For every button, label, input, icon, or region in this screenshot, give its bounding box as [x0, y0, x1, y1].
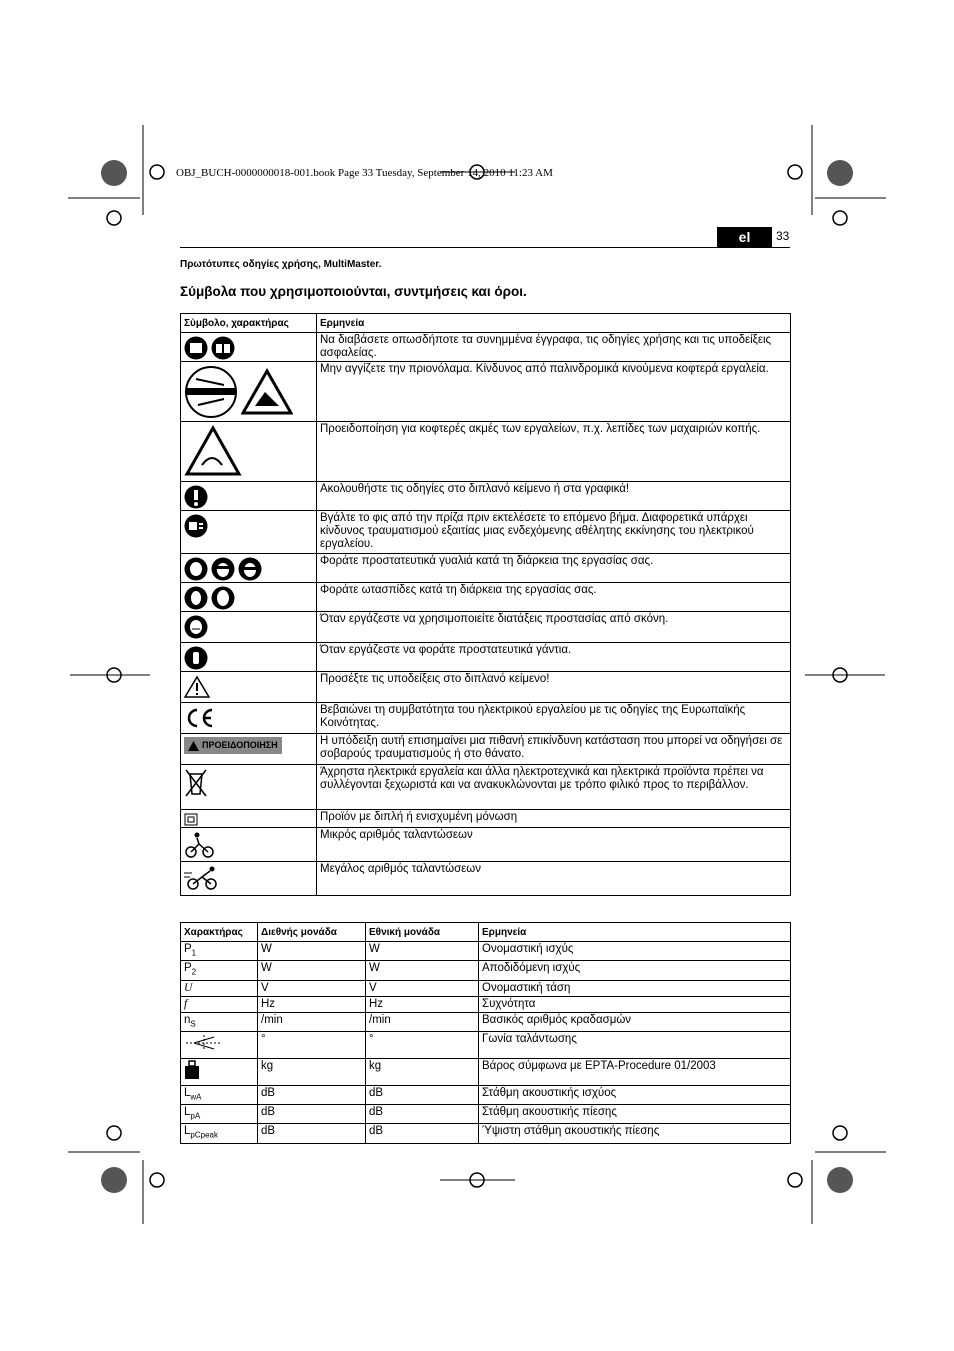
intl-unit: dB: [258, 1085, 366, 1104]
exclamation-icon: [184, 485, 208, 509]
oscillation-angle-icon: [184, 1033, 224, 1053]
national-unit: W: [366, 942, 479, 961]
document-subtitle: Πρωτότυπες οδηγίες χρήσης, MultiMaster.: [180, 259, 382, 270]
intl-unit: /min: [258, 1012, 366, 1031]
symbols-row-meaning: Μικρός αριθμός ταλαντώσεων: [317, 828, 791, 862]
attention-blade-icon: [184, 365, 238, 419]
read-manual-icon: [184, 336, 208, 360]
language-tab: el: [717, 227, 772, 247]
unit-symbol-sub: wA: [190, 1092, 202, 1102]
dust-mask-icon: [184, 615, 208, 639]
units-header-intl: Διεθνής μονάδα: [258, 923, 366, 942]
national-unit: V: [366, 980, 479, 996]
symbols-row-meaning: Μεγάλος αριθμός ταλαντώσεων: [317, 862, 791, 896]
ear-protection-icon: [184, 586, 208, 610]
symbols-row-meaning: Προϊόν με διπλή ή ενισχυμένη μόνωση: [317, 810, 791, 828]
ear-muffs-icon: [211, 586, 235, 610]
units-header-meaning: Ερμηνεία: [479, 923, 791, 942]
unit-meaning: Βασικός αριθμός κραδασμών: [479, 1012, 791, 1031]
unit-symbol: f: [184, 997, 188, 1010]
table-row: [181, 996, 791, 1012]
warning-triangle-cut-icon: [184, 425, 242, 477]
weight-icon: [184, 1060, 200, 1080]
intl-unit: Hz: [258, 996, 366, 1012]
face-shield-icon: [211, 557, 235, 581]
symbols-row-meaning: Ακολουθήστε τις οδηγίες στο διπλανό κείμενο ή στα γραφικά!: [317, 482, 791, 511]
unit-symbol-sub: pCpeak: [190, 1130, 218, 1140]
intl-unit: kg: [258, 1058, 366, 1085]
slow-cyclist-icon: [184, 831, 216, 859]
glasses-icon: [238, 557, 262, 581]
symbols-row-meaning: Να διαβάσετε οπωσδήποτε τα συνημμένα έγγραφα, τις οδηγίες χρήσης και τις υποδείξεις ασφαλείας.: [317, 333, 791, 362]
section-heading: Σύμβολα που χρησιμοποιούνται, συντμήσεις και όροι.: [180, 284, 527, 299]
symbols-header-symbol: Σύμβολο, χαρακτήρας: [181, 314, 317, 333]
national-unit: dB: [366, 1105, 479, 1124]
ce-mark-icon: [184, 706, 216, 730]
intl-unit: dB: [258, 1105, 366, 1124]
table-row: [181, 1085, 791, 1104]
intl-unit: W: [258, 961, 366, 980]
table-row: [181, 1058, 791, 1085]
unit-symbol: P: [184, 962, 192, 975]
symbols-table: [180, 313, 791, 896]
unit-meaning: Στάθμη ακουστικής πίεσης: [479, 1105, 791, 1124]
warning-triangle-blade-icon: [241, 368, 293, 416]
national-unit: dB: [366, 1085, 479, 1104]
unit-meaning: Ύψιστη στάθμη ακουστικής πίεσης: [479, 1124, 791, 1143]
fast-cyclist-icon: [184, 865, 220, 891]
book-icon: [211, 336, 235, 360]
caution-triangle-icon: [184, 675, 210, 699]
units-header-national: Εθνική μονάδα: [366, 923, 479, 942]
national-unit: °: [366, 1031, 479, 1058]
unit-symbol: P: [184, 943, 192, 955]
symbols-row-meaning: Προειδοποίηση για κοφτερές ακμές των εργαλείων, π.χ. λεπίδες των μαχαιριών κοπής.: [317, 422, 791, 482]
table-row: [181, 1031, 791, 1058]
national-unit: dB: [366, 1124, 479, 1143]
table-row: [181, 961, 791, 980]
unplug-icon: [184, 514, 208, 538]
symbols-row-meaning: Η υπόδειξη αυτή επισημαίνει μια πιθανή επικίνδυνη κατάσταση που μπορεί να οδηγήσει σε σοβαρούς τραυματισμούς ή στο θάνατο.: [317, 734, 791, 765]
warning-badge: [184, 737, 282, 754]
national-unit: Hz: [366, 996, 479, 1012]
unit-symbol-sub: 2: [191, 967, 197, 977]
unit-meaning: Ονομαστική τάση: [479, 980, 791, 996]
unit-meaning: Ονομαστική ισχύς: [479, 942, 791, 961]
table-row: [181, 942, 791, 961]
table-row: [181, 1012, 791, 1031]
intl-unit: dB: [258, 1124, 366, 1143]
national-unit: W: [366, 961, 479, 980]
unit-symbol-sub: S: [190, 1018, 196, 1028]
table-row: [181, 1105, 791, 1124]
units-header-symbol: Χαρακτήρας: [181, 923, 258, 942]
unit-symbol: L: [184, 1106, 191, 1119]
intl-unit: W: [258, 942, 366, 961]
units-table: [180, 922, 791, 1144]
table-row: [181, 1124, 791, 1143]
gloves-icon: [184, 646, 208, 670]
unit-symbol-sub: pA: [190, 1111, 201, 1121]
symbols-row-meaning: Όταν εργάζεστε να χρησιμοποιείτε διατάξεις προστασίας από σκόνη.: [317, 612, 791, 643]
warning-badge-label: ΠΡΟΕΙΔΟΠΟΙΗΣΗ: [202, 740, 278, 750]
warning-badge-icon: [188, 741, 199, 751]
unit-meaning: Γωνία ταλάντωσης: [479, 1031, 791, 1058]
intl-unit: °: [258, 1031, 366, 1058]
unit-symbol-sub: 1: [191, 948, 197, 958]
unit-symbol: n: [184, 1013, 191, 1026]
national-unit: /min: [366, 1012, 479, 1031]
unit-symbol: U: [184, 981, 193, 994]
symbols-row-meaning: Βεβαιώνει τη συμβατότητα του ηλεκτρικού εργαλείου με τις οδηγίες της Ευρωπαϊκής Κοινότητας.: [317, 703, 791, 734]
intl-unit: V: [258, 980, 366, 996]
unit-meaning: Βάρος σύμφωνα με EPTA-Procedure 01/2003: [479, 1058, 791, 1085]
header-rule: [180, 247, 790, 248]
goggles-icon: [184, 557, 208, 581]
symbols-row-meaning: Φοράτε ωτασπίδες κατά τη διάρκεια της εργασίας σας.: [317, 583, 791, 612]
unit-meaning: Αποδιδόμενη ισχύς: [479, 961, 791, 980]
unit-meaning: Συχνότητα: [479, 996, 791, 1012]
symbols-row-meaning: Προσέξτε τις υποδείξεις στο διπλανό κείμενο!: [317, 672, 791, 703]
weee-bin-icon: [184, 768, 208, 798]
page-number: 33: [776, 229, 790, 243]
national-unit: kg: [366, 1058, 479, 1085]
symbols-row-meaning: Βγάλτε το φις από την πρίζα πριν εκτελέσετε το επόμενο βήμα. Διαφορετικά υπάρχει κίνδυνος τραυματισμού εξαιτίας μιας ενδεχόμενης αθέλητης εκκίνησης του ηλεκτρικού εργαλείου.: [317, 511, 791, 554]
symbols-row-meaning: Άχρηστα ηλεκτρικά εργαλεία και άλλα ηλεκτροτεχνικά και ηλεκτρικά προϊόντα πρέπει να συλλέγονται ξεχωριστά και να ανακυκλώνονται με τρόπο φιλικό προς το περιβάλλον.: [317, 765, 791, 810]
table-row: [181, 980, 791, 996]
unit-symbol: L: [184, 1125, 191, 1138]
unit-symbol: L: [184, 1086, 191, 1099]
symbols-row-meaning: Μην αγγίζετε την πριονόλαμα. Κίνδυνος από παλινδρομικά κινούμενα κοφτερά εργαλεία.: [317, 362, 791, 422]
book-info-line: OBJ_BUCH-0000000018-001.book Page 33 Tuesday, September 14, 2010 11:23 AM: [176, 167, 553, 179]
symbols-header-meaning: Ερμηνεία: [317, 314, 791, 333]
symbols-row-meaning: Φοράτε προστατευτικά γυαλιά κατά τη διάρκεια της εργασίας σας.: [317, 554, 791, 583]
unit-meaning: Στάθμη ακουστικής ισχύος: [479, 1085, 791, 1104]
symbols-row-meaning: Όταν εργάζεστε να φοράτε προστατευτικά γάντια.: [317, 643, 791, 672]
double-insulation-icon: [184, 813, 198, 826]
